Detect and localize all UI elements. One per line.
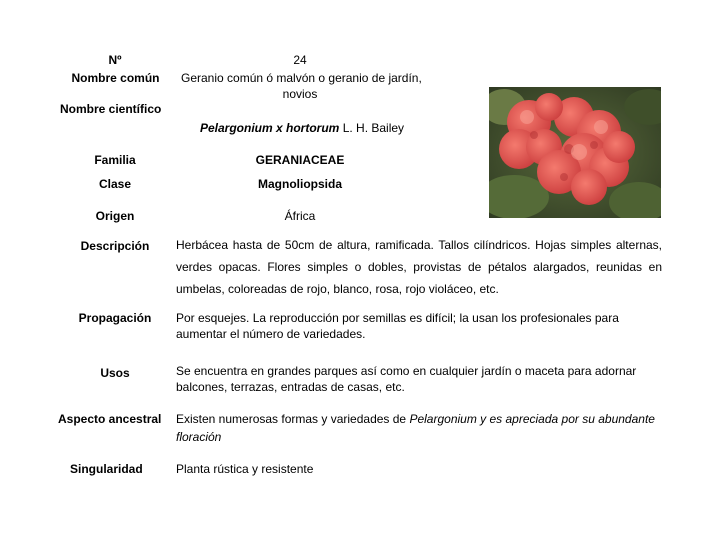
descripcion-value: Herbácea hasta de 50cm de altura, ramificada. Tallos cilíndricos. Hojas simples alternas, verdes opacas. Flores simples o dobles, provistas de pétalos alargados, reunidas en umbelas, coloreadas de rojo, blanco, rosa, rojo violáceo, etc. [176, 238, 662, 296]
singularidad-label: Singularidad [70, 462, 143, 476]
nombre-cientifico-label: Nombre científico [60, 102, 162, 116]
origen-value: África [284, 209, 316, 223]
numero-label: Nº [108, 53, 122, 67]
familia-value: GERANIACEAE [255, 153, 345, 167]
aspecto-ancestral-line2: floración [176, 430, 222, 444]
nombre-cientifico-italic: Pelargonium x hortorum [200, 121, 340, 135]
aspecto-ancestral-line1 [176, 412, 666, 426]
nombre-cientifico-author: L. H. Bailey [339, 121, 405, 135]
clase-label: Clase [98, 177, 132, 191]
geranium-flower-image [489, 87, 661, 218]
numero-value: 24 [293, 53, 307, 67]
aspecto-ancestral-label: Aspecto ancestral [58, 412, 162, 426]
clase-value: Magnoliopsida [258, 177, 342, 191]
usos-label: Usos [100, 366, 130, 380]
usos-line2: balcones, terrazas, entradas de casas, etc. [176, 380, 405, 394]
nombre-comun-line1: Geranio común ó malvón o geranio de jardín, [181, 71, 422, 85]
nombre-comun-line2: novios [282, 87, 318, 101]
familia-label: Familia [94, 153, 136, 167]
usos-line1: Se encuentra en grandes parques así como en cualquier jardín o maceta para adornar [176, 364, 637, 378]
aspecto-ancestral-text: Existen numerosas formas y variedades de [176, 412, 410, 426]
nombre-cientifico-value [200, 121, 420, 135]
propagacion-line2: aumentar el número de variedades. [176, 327, 366, 341]
descripcion-label: Descripción [80, 239, 150, 253]
propagacion-label: Propagación [78, 311, 152, 325]
aspecto-ancestral-italic: Pelargonium y es apreciada por su abundante [409, 412, 655, 426]
nombre-comun-label: Nombre común [71, 71, 160, 85]
origen-label: Origen [95, 209, 135, 223]
geranium-photo [489, 87, 661, 218]
propagacion-line1: Por esquejes. La reproducción por semillas es difícil; la usan los profesionales para [176, 311, 619, 325]
singularidad-value: Planta rústica y resistente [176, 462, 314, 476]
